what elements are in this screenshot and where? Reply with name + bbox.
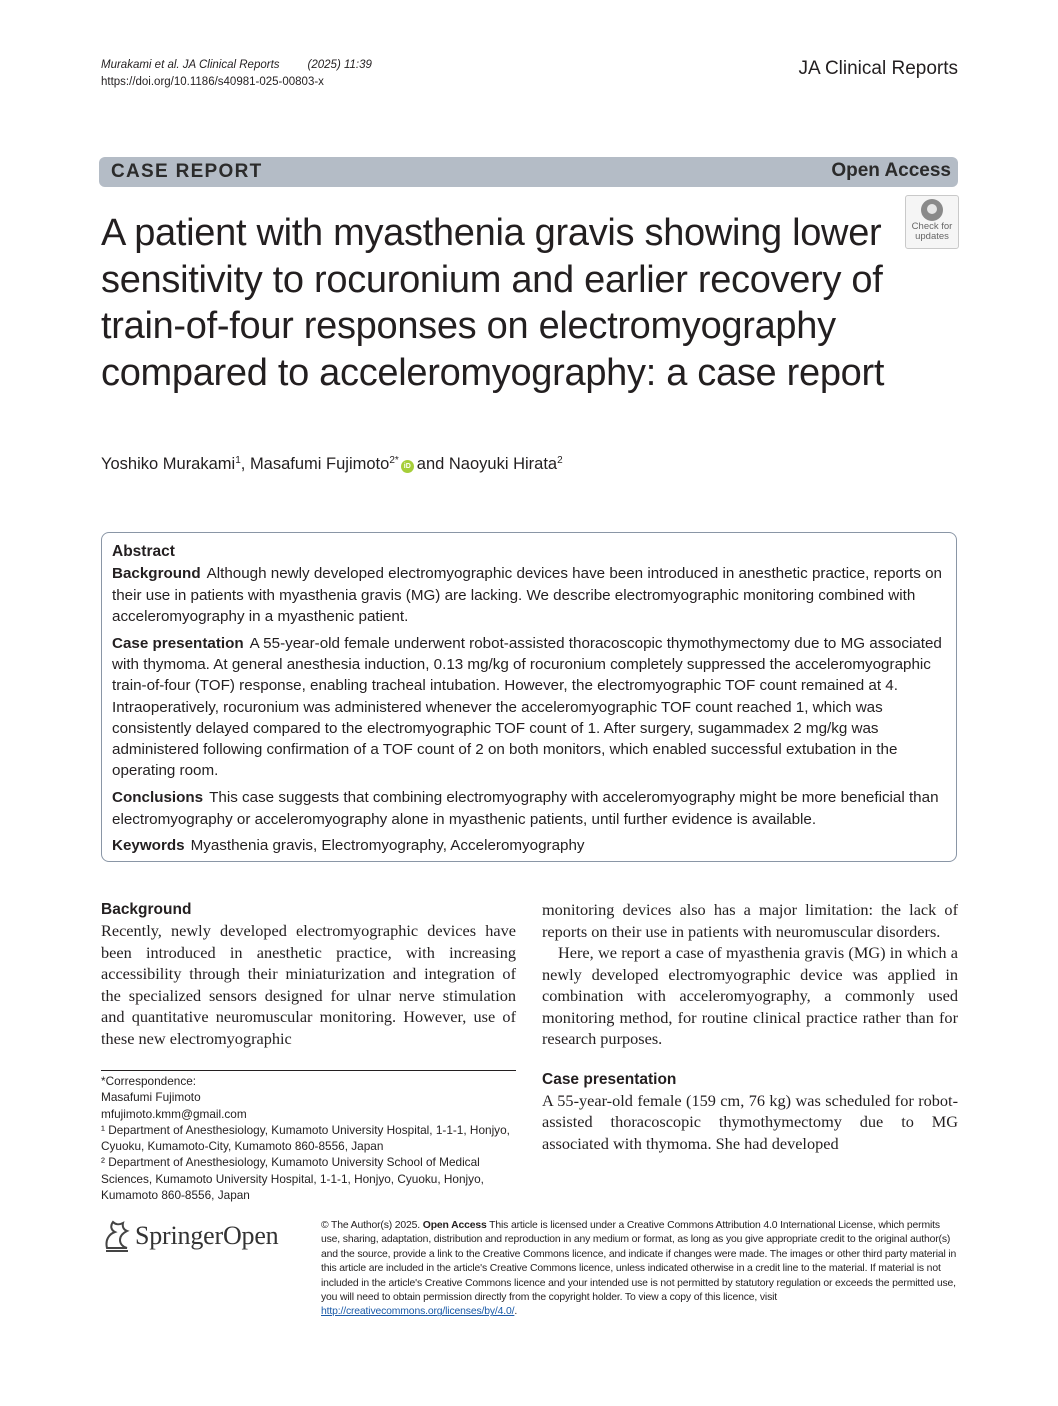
author-affiliation: 2*: [389, 455, 399, 466]
article-type: CASE REPORT: [111, 161, 263, 182]
abstract-section: [112, 563, 946, 627]
paragraph: Recently, newly developed electromyographic devices have been introduced in anesthetic practice, with increasing accessibility through their miniaturization and integration of the specialized sensors designed for ulnar nerve stimulation and quantitative neuromuscular monitoring. However, use of these new electromyographic: [101, 921, 516, 1048]
author-affiliation: 2: [557, 455, 563, 466]
open-access-label: Open Access: [831, 160, 951, 181]
abstract-section: [112, 633, 946, 782]
springer-open-logo[interactable]: [101, 1218, 278, 1254]
correspondence-label: *Correspondence:: [101, 1074, 197, 1088]
author-affiliation: 1: [235, 455, 241, 466]
license-copyright: © The Author(s) 2025.: [321, 1220, 421, 1231]
abstract-section-text: Although newly developed electromyographic devices have been introduced in anesthetic practice, reports on their use in patients with myasthenia gravis (MG) are lacking. We describe electromyographic monitoring combined with acceleromyography in a myasthenic patient.: [112, 565, 942, 625]
footnote-divider: [101, 1070, 516, 1071]
affiliation-1: ¹ Department of Anesthesiology, Kumamoto University Hospital, 1-1-1, Honjyo, Cyuoku, Kumamoto-City, Kumamoto 860-8556, Japan: [101, 1122, 510, 1154]
section-heading-background: Background: [101, 901, 192, 918]
keywords-label: Keywords: [112, 837, 185, 855]
author-separator: ,: [240, 455, 250, 473]
body-column-left: [101, 899, 516, 1049]
citation-authors: Murakami et al. JA Clinical Reports: [101, 59, 280, 71]
doi-link[interactable]: https://doi.org/10.1186/s40981-025-00803-x: [101, 76, 324, 88]
check-updates-icon: [921, 199, 943, 221]
abstract-section-label: Conclusions: [112, 789, 204, 807]
keywords: [112, 835, 946, 856]
correspondence-name: Masafumi Fujimoto: [101, 1090, 201, 1105]
citation-volume: (2025) 11:39: [307, 59, 372, 71]
abstract-section-text: A 55-year-old female underwent robot-assisted thoracoscopic thymothymectomy due to MG associated with thymoma. At general anesthesia induction, 0.13 mg/kg of rocuronium completely suppressed the acceleromyographic train-of-four (TOF) response, enabling tracheal intubation. However, the electromyographic TOF count remained at 4. Intraoperatively, rocuronium was administered whenever the acceleromyographic TOF count reached 1, which was consistently delayed compared to the electromyographic TOF count of 1. After surgery, sugammadex 2 mg/kg was administered following confirmation of a TOF count of 2 on both monitors, which enabled successful extubation in the operating room.: [112, 634, 942, 780]
author-list: [101, 455, 563, 474]
journal-name: JA Clinical Reports: [798, 58, 958, 79]
abstract-section-label: Background: [112, 565, 201, 583]
author-separator: and: [416, 455, 449, 473]
affiliation-2: ² Department of Anesthesiology, Kumamoto University School of Medical Sciences, Kumamoto University Hospital, 1-1-1, Honjyo, Cyuoku, Honjyo, Kumamoto 860-8556, Japan: [101, 1155, 484, 1203]
correspondence-email[interactable]: mfujimoto.kmm@gmail.com: [101, 1106, 247, 1121]
license-text: This article is licensed under a Creative Commons Attribution 4.0 International License, which permits use, sharing, adaptation, distribution and reproduction in any medium or format, as long as you give appropriate credit to the original author(s) and the source, provide a link to the Creative Commons licence, and indicate if changes were made. The images or other third party material in this article are included in the article's Creative Commons licence, unless indicated otherwise in a credit line to the material. If material is not included in the article's Creative Commons licence and your intended use is not permitted by statutory regulation or exceeds the permitted use, you will need to obtain permission directly from the copyright holder. To view a copy of this licence, visit: [321, 1220, 957, 1304]
article-title: A patient with myasthenia gravis showing lower sensitivity to rocuronium and earlier recovery of train-of-four responses on electromyography compared to acceleromyography: a case report: [101, 212, 885, 394]
footnotes: [101, 1073, 516, 1203]
license-link[interactable]: http://creativecommons.org/licenses/by/4.0/: [321, 1306, 515, 1318]
article-type-banner: [99, 157, 958, 187]
body-column-right: [542, 899, 958, 1154]
orcid-icon[interactable]: iD: [401, 460, 414, 473]
abstract-section-text: This case suggests that combining electromyography with acceleromyography might be more beneficial than electromyography or acceleromyography alone in myasthenic patients, until further evidence is available.: [112, 789, 939, 828]
check-updates-line2: updates: [915, 231, 949, 242]
author-name[interactable]: Naoyuki Hirata: [448, 455, 558, 473]
abstract-box: [101, 532, 957, 862]
springer-horse-icon: [101, 1218, 131, 1254]
abstract-heading: Abstract: [112, 543, 175, 560]
paragraph: Here, we report a case of myasthenia gravis (MG) in which a newly developed electromyographic device was applied in combination with acceleromyography, a commonly used monitoring method, for routine clinical practice rather than for research purposes.: [542, 943, 958, 1048]
paragraph: monitoring devices also has a major limitation: the lack of reports on their use in patients with neuromuscular disorders.: [542, 900, 958, 941]
check-for-updates-button[interactable]: [905, 195, 959, 249]
running-header: [101, 57, 372, 91]
check-updates-line1: Check for: [911, 221, 953, 232]
author-name[interactable]: Yoshiko Murakami: [101, 455, 236, 473]
paragraph: A 55-year-old female (159 cm, 76 kg) was scheduled for robot-assisted thoracoscopic thymothymectomy due to MG associated with thymoma. She had developed: [542, 1090, 958, 1153]
license-end: .: [514, 1306, 518, 1318]
keywords-text: Myasthenia gravis, Electromyography, Acceleromyography: [190, 837, 585, 855]
license-open-access: Open Access: [422, 1220, 487, 1231]
license-notice: [321, 1219, 959, 1320]
section-heading-case-presentation: Case presentation: [542, 1070, 677, 1088]
abstract-section: [112, 787, 946, 830]
abstract-section-label: Case presentation: [112, 634, 244, 652]
springer-open-wordmark: SpringerOpen: [135, 1221, 279, 1250]
author-name[interactable]: Masafumi Fujimoto: [249, 455, 390, 473]
